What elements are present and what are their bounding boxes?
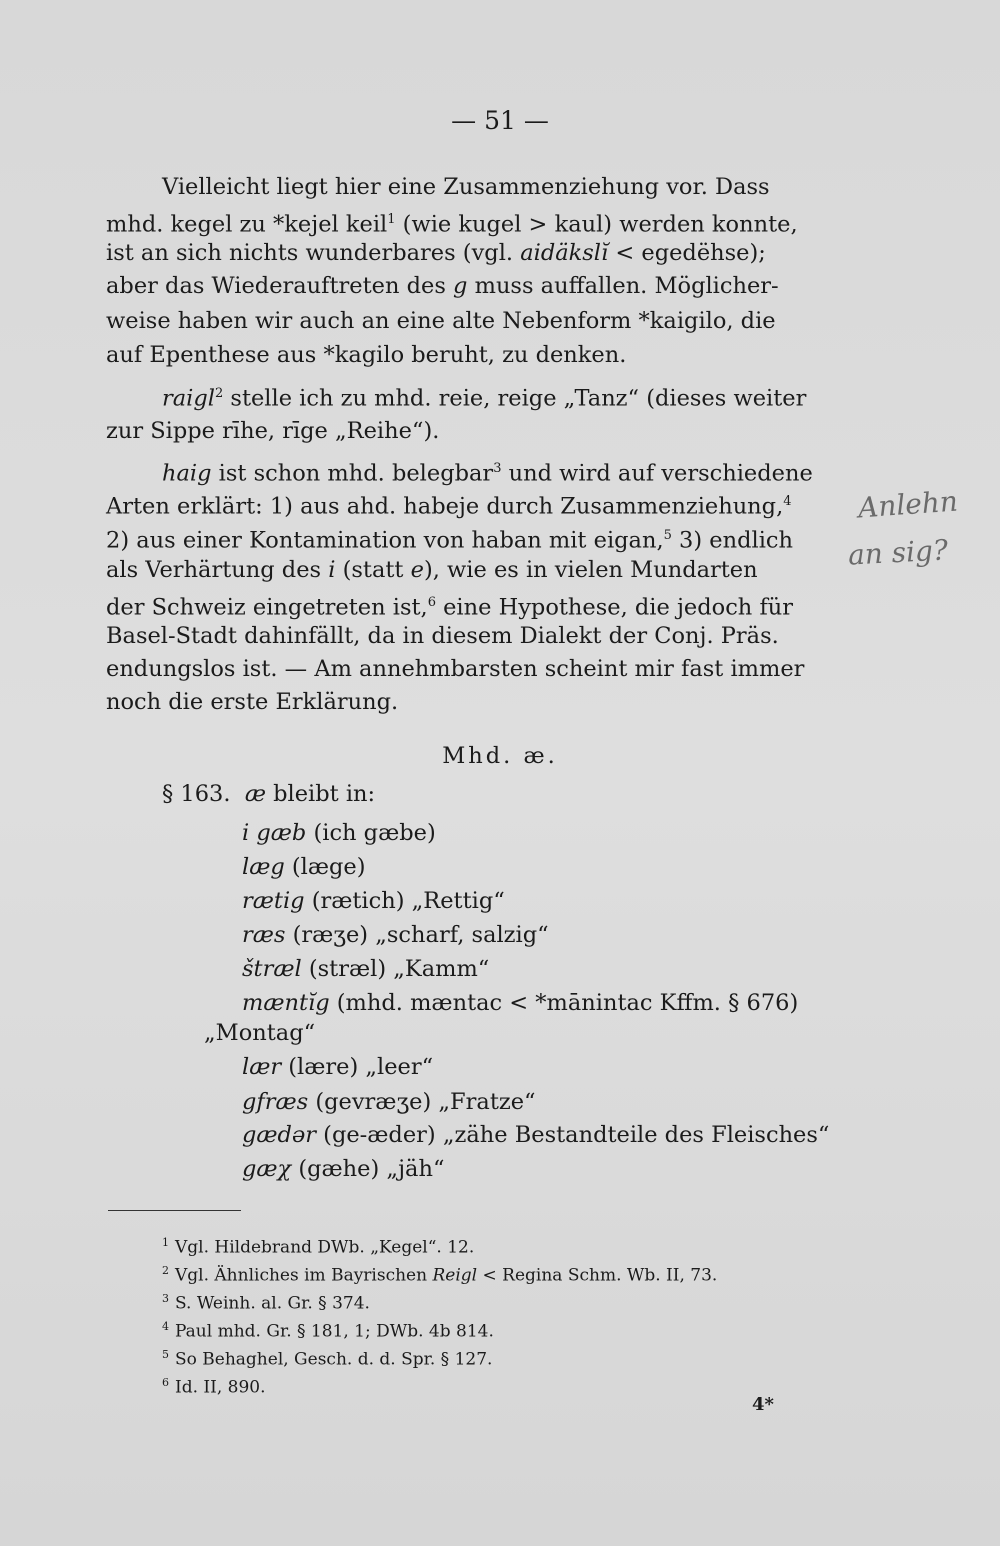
example-line: gæχ (gæhe) „jäh“ [242, 1156, 445, 1182]
example-line: „Montag“ [204, 1020, 316, 1046]
signature-mark: 4* [752, 1394, 774, 1415]
text-line: endungslos ist. — Am annehmbarsten scheint mir fast immer [106, 656, 805, 682]
example-line: i gæb (ich gæbe) [242, 820, 436, 846]
text-line: mhd. kegel zu *kejel keil$^1$ (wie kugel > kaul) werden konnte, [106, 211, 798, 238]
text-line: Vielleicht liegt hier eine Zusammenziehung vor. Dass [162, 174, 770, 200]
example-line: læg (læge) [242, 854, 366, 880]
example-line: mæntĭg (mhd. mæntac < *mānintac Kffm. § 676) [242, 990, 799, 1016]
section-line: § 163. æ bleibt in: [162, 781, 376, 807]
text-line: als Verhärtung des i (statt e), wie es in vielen Mundarten [106, 557, 758, 583]
footnote: $^5$ So Behaghel, Gesch. d. d. Spr. § 127. [162, 1348, 493, 1370]
footnote: $^4$ Paul mhd. Gr. § 181, 1; DWb. 4b 814. [162, 1320, 494, 1342]
handwritten-note: Anlehn [856, 484, 959, 525]
footnote: $^2$ Vgl. Ähnliches im Bayrischen Reigl < Regina Schm. Wb. II, 73. [162, 1264, 718, 1286]
page-number: — 51 — [451, 106, 549, 135]
section-heading: Mhd. æ. [442, 743, 558, 769]
example-line: rætig (rætich) „Rettig“ [242, 888, 505, 914]
footnote: $^1$ Vgl. Hildebrand DWb. „Kegel“. 12. [162, 1236, 475, 1258]
text-line: auf Epenthese aus *kagilo beruht, zu denken. [106, 342, 627, 368]
example-line: lær (lære) „leer“ [242, 1054, 434, 1080]
footnote: $^6$ Id. II, 890. [162, 1376, 266, 1398]
text-line: Arten erklärt: 1) aus ahd. habeje durch Zusammenziehung,$^4$ [106, 493, 792, 520]
text-line: noch die erste Erklärung. [106, 689, 399, 715]
handwritten-note: an sig? [847, 533, 949, 572]
text-line: aber das Wiederauftreten des g muss auffallen. Möglicher- [106, 273, 779, 299]
text-line: zur Sippe rīhe, rīge „Reihe“). [106, 418, 440, 444]
text-line: Basel-Stadt dahinfällt, da in diesem Dialekt der Conj. Präs. [106, 623, 779, 649]
footnote: $^3$ S. Weinh. al. Gr. § 374. [162, 1292, 370, 1314]
text-line: weise haben wir auch an eine alte Nebenform *kaigilo, die [106, 308, 776, 334]
example-line: gfræs (gevræʒe) „Fratze“ [242, 1089, 536, 1115]
text-line: ist an sich nichts wunderbares (vgl. aidäkslĭ < egedëhse); [106, 240, 766, 266]
example-line: ræs (ræʒe) „scharf, salzig“ [242, 922, 549, 948]
example-line: štræl (stræl) „Kamm“ [242, 956, 490, 982]
text-line: der Schweiz eingetreten ist,$^6$ eine Hypothese, die jedoch für [106, 594, 794, 621]
example-line: gædər (ge-æder) „zähe Bestandteile des Fleisches“ [242, 1122, 830, 1148]
footnote-rule [108, 1210, 241, 1211]
text-line: haig ist schon mhd. belegbar$^3$ und wird auf verschiedene [162, 460, 813, 487]
text-line: 2) aus einer Kontamination von haban mit eigan,$^5$ 3) endlich [106, 527, 793, 554]
text-line: raigl$^2$ stelle ich zu mhd. reie, reige „Tanz“ (dieses weiter [162, 385, 807, 412]
